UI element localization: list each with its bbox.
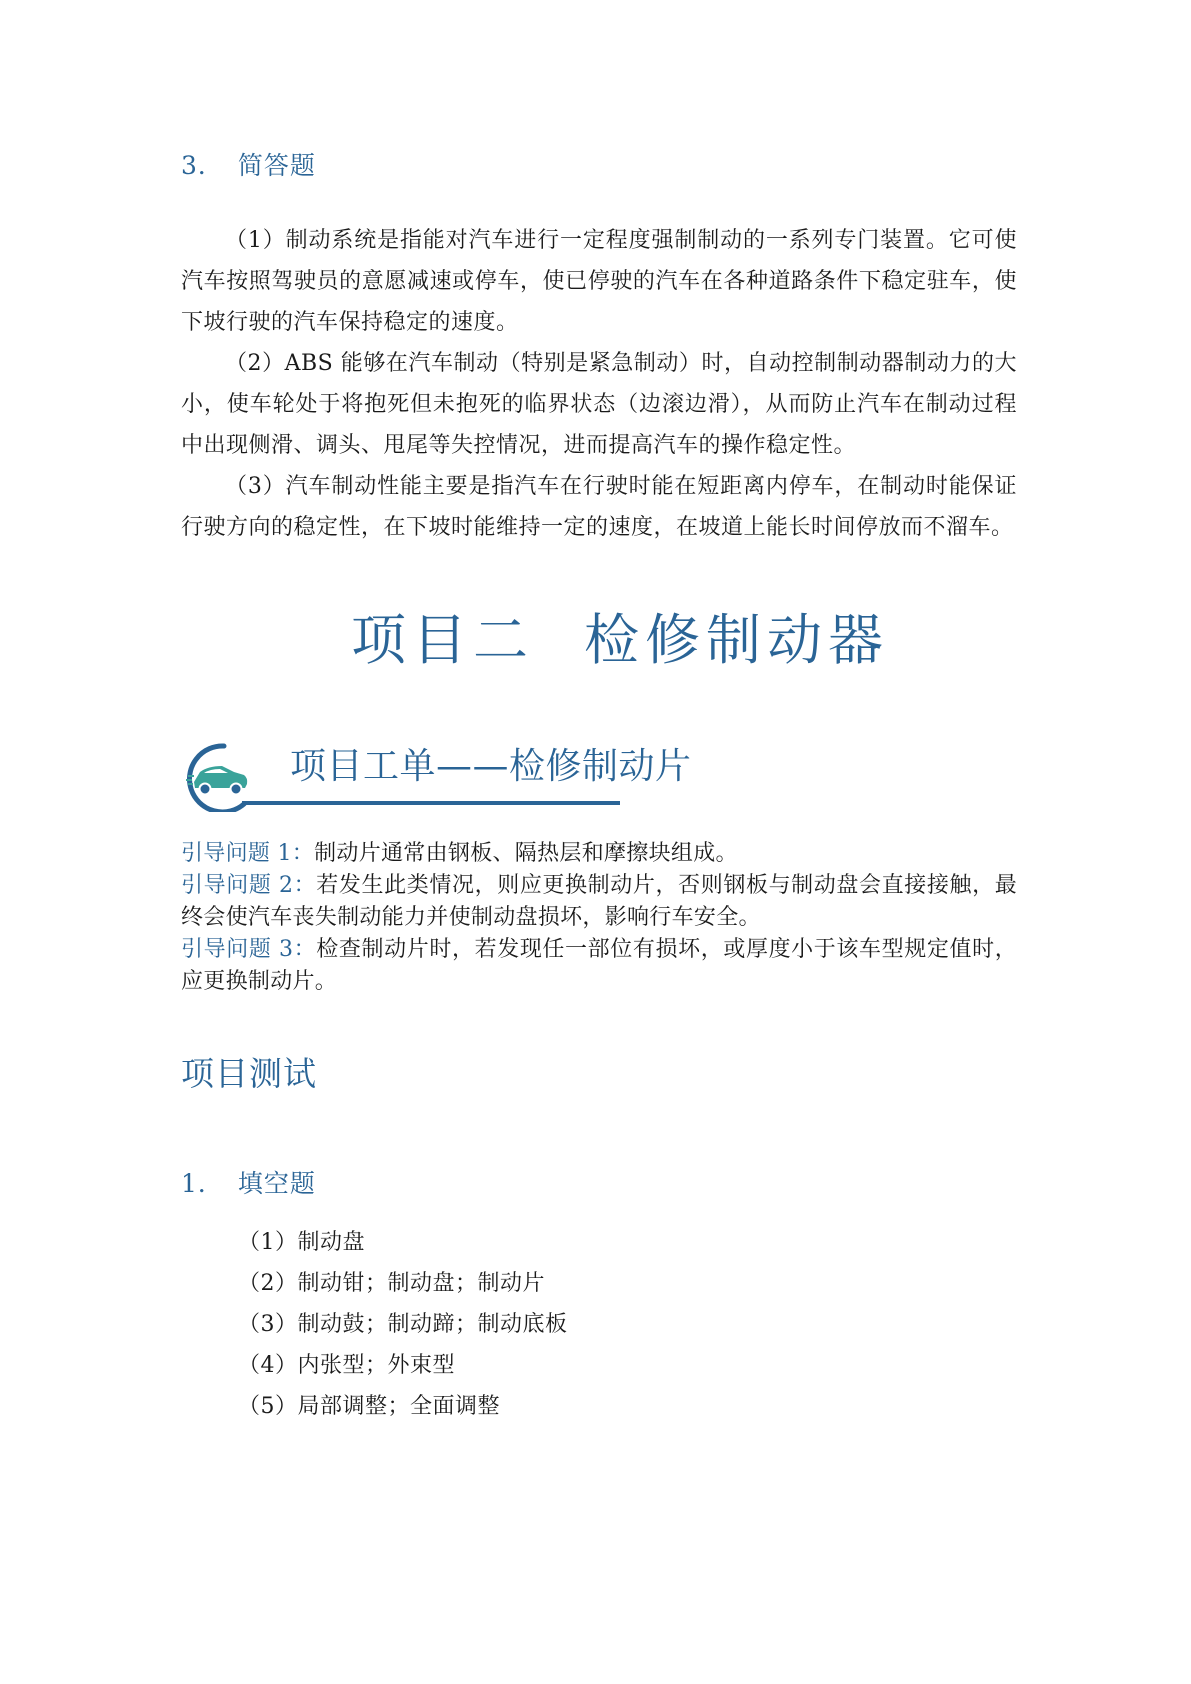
section-1-title: 填空题 (237, 1169, 316, 1198)
project-name: 检修制动器 (584, 608, 890, 672)
section-3-heading (181, 146, 316, 182)
guide-text: 制动片通常由钢板、隔热层和摩擦块组成。 (314, 841, 738, 866)
list-item: （1）制动盘 (238, 1230, 365, 1255)
list-item: （4）内张型；外束型 (238, 1353, 455, 1378)
section-1-number: 1． (181, 1169, 224, 1198)
guide-question-2 (181, 870, 1017, 934)
guide-questions (181, 838, 1017, 998)
guide-question-3 (181, 934, 1017, 998)
answer-paragraph: （3）汽车制动性能主要是指汽车在行驶时能在短距离内停车，在制动时能保证行驶方向的稳定性，在下坡时能维持一定的速度，在坡道上能长时间停放而不溜车。 (181, 474, 1017, 540)
workorder-title: 项目工单——检修制动片 (290, 746, 692, 787)
list-item: （2）制动钳；制动盘；制动片 (238, 1271, 545, 1296)
short-answer-block (181, 220, 1017, 548)
section-3-title: 简答题 (237, 151, 316, 180)
list-item: （5）局部调整；全面调整 (238, 1394, 500, 1419)
section-1-heading (181, 1164, 316, 1200)
guide-label: 引导问题 1： (181, 841, 315, 866)
project-test-heading: 项目测试 (181, 1054, 317, 1093)
section-3-number: 3． (181, 151, 224, 180)
list-item: （3）制动鼓；制动蹄；制动底板 (238, 1312, 568, 1337)
guide-text: 若发生此类情况，则应更换制动片，否则钢板与制动盘会直接接触，最终会使汽车丧失制动能力并使制动盘损坏，影响行车安全。 (181, 873, 1017, 930)
workorder-underline (242, 801, 620, 805)
guide-label: 引导问题 2： (181, 873, 317, 898)
answer-paragraph: （2）ABS 能够在汽车制动（特别是紧急制动）时，自动控制制动器制动力的大小，使车轮处于将抱死但未抱死的临界状态（边滚边滑），从而防止汽车在制动过程中出现侧滑、调头、甩尾等失控情况，进而提高汽车的操作稳定性。 (181, 351, 1017, 458)
guide-text: 检查制动片时，若发现任一部位有损坏，或厚度小于该车型规定值时，应更换制动片。 (181, 937, 1017, 994)
workorder-header (178, 738, 692, 818)
guide-label: 引导问题 3： (181, 937, 317, 962)
fill-in-answers (238, 1222, 568, 1427)
project-title (0, 596, 1191, 675)
project-label: 项目二 (350, 608, 534, 672)
answer-paragraph: （1）制动系统是指能对汽车进行一定程度强制制动的一系列专门装置。它可使汽车按照驾驶员的意愿减速或停车，使已停驶的汽车在各种道路条件下稳定驻车，使下坡行驶的汽车保持稳定的速度。 (181, 228, 1017, 335)
guide-question-1 (181, 838, 1017, 870)
